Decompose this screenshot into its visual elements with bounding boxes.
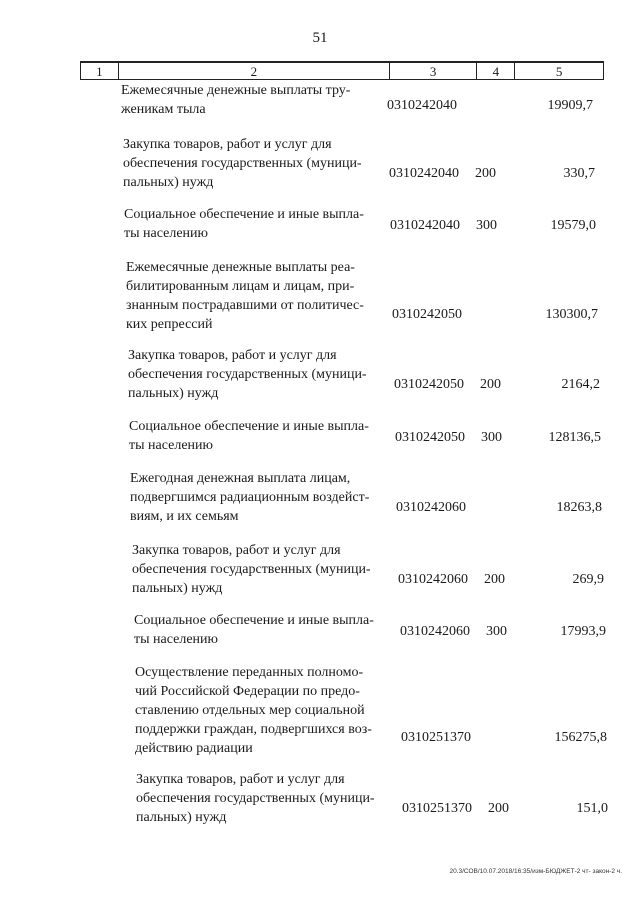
row-description: Закупка товаров, работ и услуг для обеспечения государственных (муници- пальных) нужд: [123, 137, 362, 190]
header-col-5: 5: [555, 64, 563, 79]
row-code: 0310242060: [396, 500, 466, 515]
row-description: Социальное обеспечение и иные выпла- ты населению: [124, 207, 364, 241]
row-amount: 2164,2: [561, 377, 600, 392]
row-code: 0310242040: [387, 98, 457, 113]
row-amount: 330,7: [563, 166, 595, 181]
row-code: 0310242060: [398, 572, 468, 587]
table-header: [80, 61, 604, 80]
row-kvr: 200: [488, 801, 509, 816]
row-amount: 17993,9: [560, 624, 606, 639]
row-code: 0310242040: [390, 218, 460, 233]
row-kvr: 200: [484, 572, 505, 587]
row-description: Закупка товаров, работ и услуг для обеспечения государственных (муници- пальных) нужд: [132, 543, 371, 596]
row-description: Ежегодная денежная выплата лицам, подвергшимся радиационным воздейст- виям, и их семьям: [130, 471, 370, 524]
row-code: 0310242050: [392, 307, 462, 322]
row-code: 0310242050: [394, 377, 464, 392]
row-description: Социальное обеспечение и иные выпла- ты населению: [134, 613, 374, 647]
header-col-2: 2: [119, 63, 390, 79]
row-code: 0310251370: [401, 730, 471, 745]
row-amount: 19579,0: [550, 218, 596, 233]
row-description: Закупка товаров, работ и услуг для обеспечения государственных (муници- пальных) нужд: [136, 772, 375, 825]
header-col-4: 4: [477, 63, 515, 79]
row-description: Социальное обеспечение и иные выпла- ты населению: [129, 419, 369, 453]
row-amount: 19909,7: [547, 98, 593, 113]
row-amount: 18263,8: [556, 500, 602, 515]
row-amount: 130300,7: [545, 307, 598, 322]
row-code: 0310242060: [400, 624, 470, 639]
row-kvr: 200: [475, 166, 496, 181]
header-col-1: 1: [81, 63, 119, 79]
row-code: 0310242050: [395, 430, 465, 445]
footer-note: 20.3/СОВ/10.07.2018/16:35/изм-БЮДЖЕТ-2 чт- закон-2 ч.: [449, 868, 622, 875]
row-amount: 269,9: [572, 572, 604, 587]
row-amount: 156275,8: [554, 730, 607, 745]
row-code: 0310251370: [402, 801, 472, 816]
row-kvr: 300: [476, 218, 497, 233]
row-amount: 128136,5: [548, 430, 601, 445]
page-number: 51: [312, 30, 328, 46]
row-description: Ежемесячные денежные выплаты реа- билитированным лицам и лицам, при- знанным пострадавшими от политичес- ких репрессий: [126, 260, 364, 332]
row-description: Закупка товаров, работ и услуг для обеспечения государственных (муници- пальных) нужд: [128, 348, 367, 401]
row-kvr: 300: [481, 430, 502, 445]
header-col-3: 3: [390, 63, 478, 79]
row-description: Осуществление переданных полномо- чий Российской Федерации по предо- ставлению отдельных мер социальной поддержки граждан, подвергшихся воз- действию радиации: [135, 665, 372, 756]
row-description: Ежемесячные денежные выплаты тру- женикам тыла: [121, 83, 351, 117]
row-kvr: 300: [486, 624, 507, 639]
row-kvr: 200: [480, 377, 501, 392]
row-amount: 151,0: [576, 801, 608, 816]
row-code: 0310242040: [389, 166, 459, 181]
